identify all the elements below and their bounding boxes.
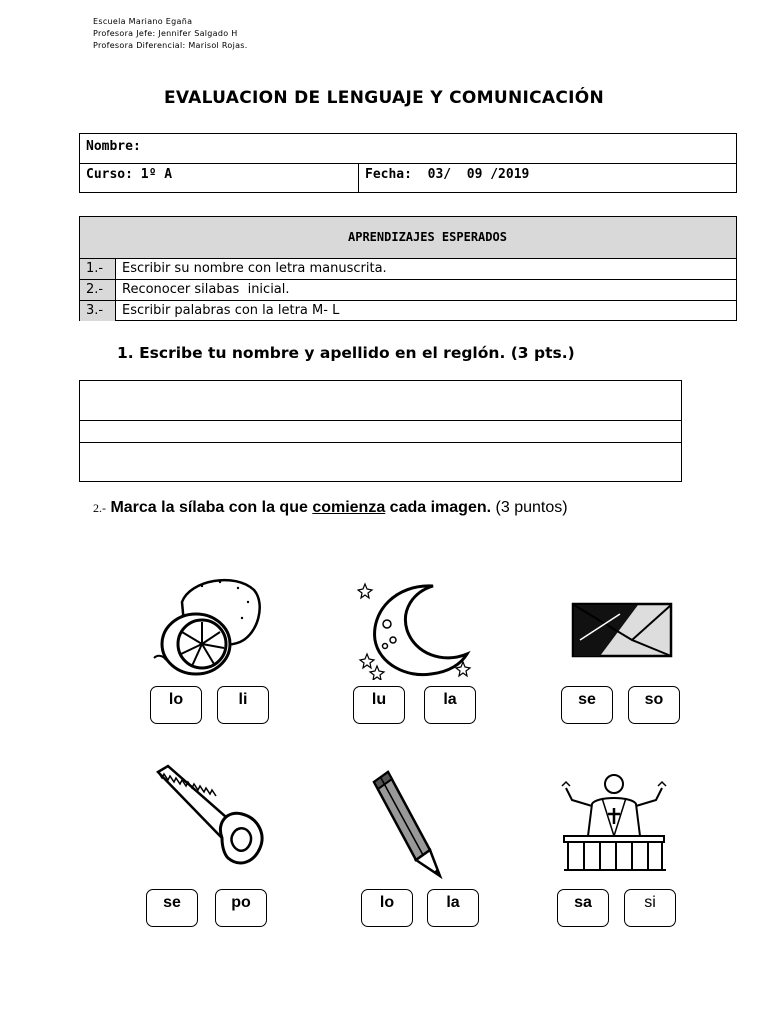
question-1: [117, 344, 575, 362]
question-number: 2.-: [93, 501, 106, 515]
name-writing-lines[interactable]: [79, 380, 682, 482]
question-text: Marca la sílaba con la que: [110, 499, 313, 516]
syllable-option[interactable]: se: [561, 686, 613, 724]
date-label: Fecha: 03/ 09 /2019: [365, 167, 530, 182]
syllable-option[interactable]: lo: [150, 686, 202, 724]
name-label: Nombre:: [86, 139, 141, 154]
syllable-option[interactable]: se: [146, 889, 198, 927]
learning-heading: APRENDIZAJES ESPERADOS: [348, 230, 507, 244]
syllable-option[interactable]: po: [215, 889, 267, 927]
page-title: EVALUACION DE LENGUAJE Y COMUNICACIÓN: [163, 88, 605, 108]
syllable-option[interactable]: lo: [361, 889, 413, 927]
lemon-icon: [150, 572, 265, 682]
question-points: . (3 pts.): [499, 344, 575, 362]
saw-icon: [150, 762, 268, 874]
learning-row-text: Escribir palabras con la letra M- L: [122, 303, 340, 318]
pencil-icon: [368, 768, 448, 882]
syllable-option[interactable]: la: [427, 889, 479, 927]
question-text: . Escribe tu nombre y apellido en el reglón: [127, 344, 500, 362]
envelope-icon: [570, 600, 674, 660]
course-label: Curso: 1º A: [86, 167, 173, 182]
question-keyword: comienza: [312, 499, 386, 516]
learning-row-text: Reconocer silabas inicial.: [122, 282, 290, 297]
teacher-name: Profesora Jefe: Jennifer Salgado H: [93, 29, 238, 38]
question-points: (3 puntos): [495, 499, 568, 516]
learning-row-number: 2.-: [86, 282, 104, 297]
diff-teacher-name: Profesora Diferencial: Marisol Rojas.: [93, 41, 248, 50]
syllable-option[interactable]: lu: [353, 686, 405, 724]
syllable-option[interactable]: si: [624, 889, 676, 927]
priest-icon: [560, 770, 670, 872]
moon-icon: [357, 580, 475, 680]
syllable-option[interactable]: so: [628, 686, 680, 724]
school-name: Escuela Mariano Egaña: [93, 17, 193, 26]
learning-row-text: Escribir su nombre con letra manuscrita.: [122, 261, 387, 276]
question-number: 1: [117, 344, 128, 362]
learning-row-number: 3.-: [86, 303, 104, 318]
learning-row-number: 1.-: [86, 261, 104, 276]
syllable-option[interactable]: sa: [557, 889, 609, 927]
question-text: cada imagen.: [385, 499, 492, 516]
syllable-option[interactable]: la: [424, 686, 476, 724]
student-info-table: [79, 133, 737, 193]
syllable-option[interactable]: li: [217, 686, 269, 724]
learning-table: [79, 216, 737, 321]
question-2: [93, 499, 568, 517]
